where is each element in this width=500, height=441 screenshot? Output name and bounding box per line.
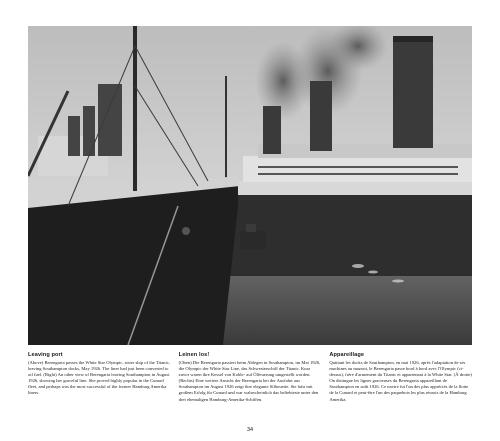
caption-body: Quittant les docks de Southampton, en mai 1926, après l'adaptation de ses machines au mazout, le Berengaria passe bord à bord avec l'Olympic (ci-dessus), frère d'armement du Titanic et appartenant à la White Star. (À droite) On distingue les lignes gracieuses du Berengaria appareillant de Southampton en août 1926. Ce navire fut l'un des plus appréciés de la flotte de la Cunard et peut-être l'un des paquebots les plus réussis de la Hamburg Amerika. bbox=[329, 360, 472, 402]
ships-photograph bbox=[28, 26, 472, 345]
caption-heading: Leaving port bbox=[28, 352, 63, 358]
caption-english bbox=[28, 352, 171, 403]
caption-body: (Above) Berengaria passes the White Star Olympic, sister ship of the Titanic, leaving Southampton docks, May 1926. The liner had just been converted to oil fuel. (Right) An other view of Berengaria leaving Southampton in August 1926, showing her graceful line. She proved highly popular in the Cunard fleet, and perhaps was the most successful of the former Hamburg Amerika liners. bbox=[28, 360, 170, 396]
caption-french bbox=[329, 352, 472, 403]
caption-german bbox=[179, 352, 322, 403]
page-number: 34 bbox=[246, 427, 254, 433]
caption-heading: Appareillage bbox=[329, 352, 365, 358]
captions bbox=[28, 352, 472, 403]
caption-body: (Oben) Die Berengaria passiert beim Ablegen in Southampton, im Mai 1926, die Olympic der White Star Line, das Schwesterschiff der Titanic. Kurz zuvor waren ihre Kessel von Kohle- auf Ölfeuerung umgestellt worden. (Rechts) Eine weitere Ansicht der Berengaria bei der Ausfahrt aus Southampton im August 1926 zeigt ihre elegante Silhouette. Sie fuhr mit großem Erfolg für Cunard und war wahrscheinlich das beliebteste unter den drei ehemaligen Hamburg-Amerika-Schiffen. bbox=[178, 360, 321, 402]
caption-heading: Leinen los! bbox=[178, 352, 210, 358]
